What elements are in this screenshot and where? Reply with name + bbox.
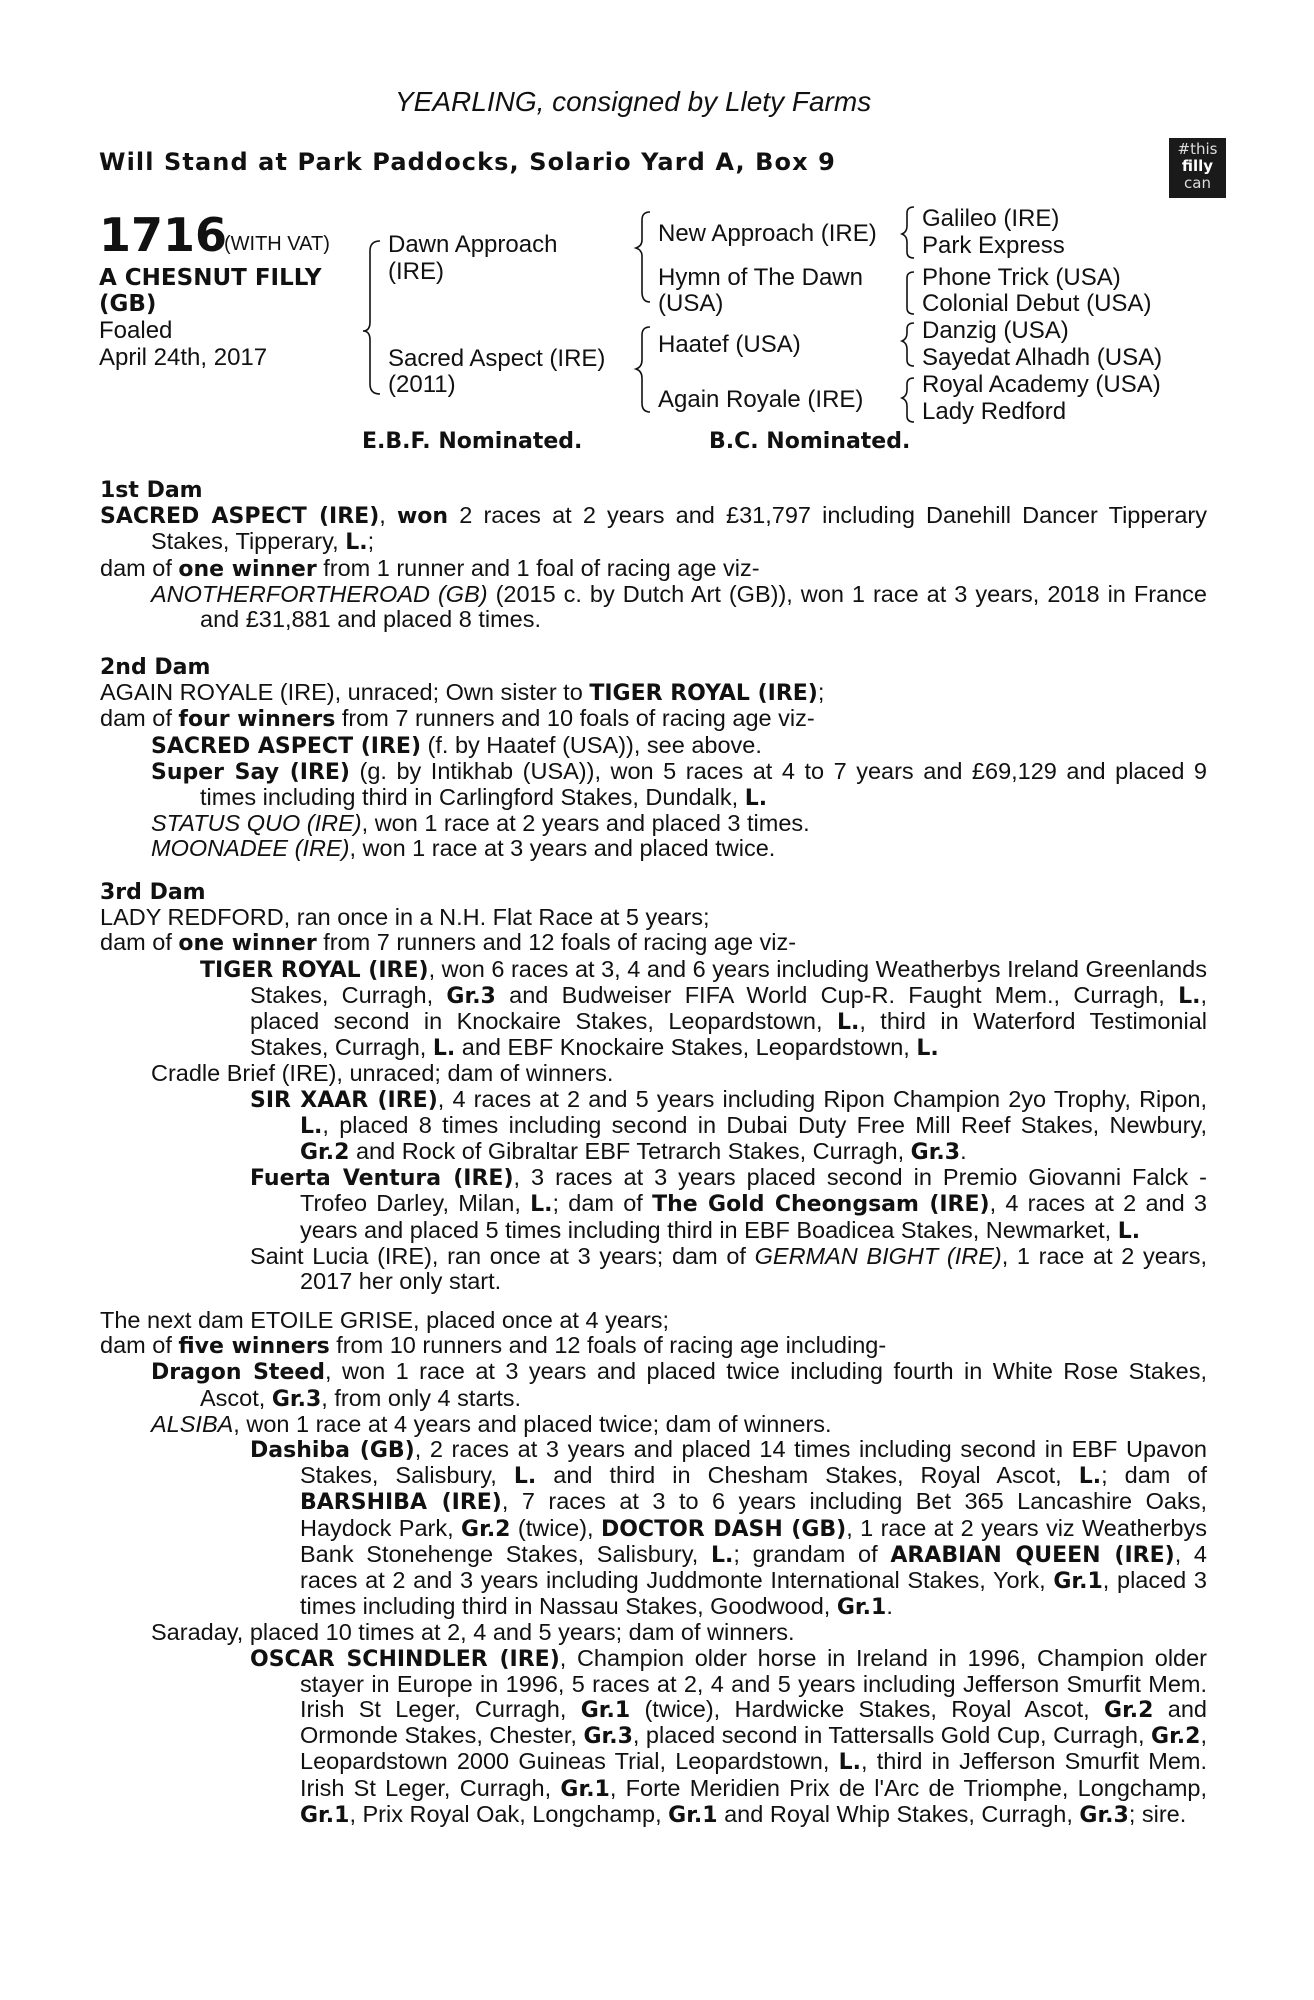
- second-dam-produce-1: SACRED ASPECT (IRE) (f. by Haatef (USA)), see above.: [151, 731, 762, 759]
- dam-sire: Haatef (USA): [658, 331, 801, 358]
- sire-country: (IRE): [388, 258, 444, 285]
- dam-sire-sire: Danzig (USA): [922, 317, 1069, 344]
- granddaughter-fuerta-ventura: Fuerta Ventura (IRE), 3 races at 3 years placed second in Premio Giovanni Falck - Trofeo Darley, Milan, L.; dam of The Gold Cheongsam (IRE), 4 races at 2 and 3 years and placed 5 times including third in EBF Boadicea Stakes, Newmarket, L.: [250, 1164, 1207, 1244]
- ebf-nomination: E.B.F. Nominated.: [362, 429, 583, 454]
- stabling-location: Will Stand at Park Paddocks, Solario Yard A, Box 9: [99, 148, 836, 176]
- grandson-oscar-schindler: OSCAR SCHINDLER (IRE), Champion older horse in Ireland in 1996, Champion older stayer in Europe in 1996, 5 races at 2, 4 and 5 years including Jefferson Smurfit Mem. Irish St Leger, Curragh, Gr.1 (twice), Hardwicke Stakes, Royal Ascot, Gr.2 and Ormonde Stakes, Chester, Gr.3, placed second in Tattersalls Gold Cup, Curragh, Gr.2, Leopardstown 2000 Guineas Trial, Leopardstown, L., third in Jefferson Smurfit Mem. Irish St Leger, Curragh, Gr.1, Forte Meridien Prix de l'Arc de Triomphe, Longchamp, Gr.1, Prix Royal Oak, Longchamp, Gr.1 and Royal Whip Stakes, Curragh, Gr.3; sire.: [250, 1644, 1208, 1828]
- second-dam-intro: AGAIN ROYALE (IRE), unraced; Own sister to TIGER ROYAL (IRE);: [100, 679, 825, 707]
- next-dam-produce-summary: dam of five winners from 10 runners and 12 foals of racing age including-: [100, 1332, 887, 1360]
- vat-label: (WITH VAT): [224, 233, 330, 255]
- first-dam-record: SACRED ASPECT (IRE), won 2 races at 2 years and £31,797 including Danehill Dancer Tipperary Stakes, Tipperary, L.;: [100, 502, 1207, 556]
- next-dam-intro: The next dam ETOILE GRISE, placed once at 4 years;: [100, 1307, 670, 1333]
- dam-dam: Again Royale (IRE): [658, 386, 864, 413]
- bracket-dd: [902, 378, 914, 422]
- next-dam-produce-saraday: Saraday, placed 10 times at 2, 4 and 5 years; dam of winners.: [151, 1619, 795, 1646]
- third-dam-section: [100, 880, 1207, 1294]
- grandson-sir-xaar: SIR XAAR (IRE), 4 races at 2 and 5 years including Ripon Champion 2yo Trophy, Ripon, L., placed 8 times including second in Dubai Duty Free Mill Reef Stakes, Newbury, Gr.2 and Rock of Gibraltar EBF Tetrarch Stakes, Curragh, Gr.3.: [250, 1085, 1207, 1166]
- catalogue-subtitle: YEARLING, consigned by Llety Farms: [395, 86, 872, 117]
- third-dam-heading: 3rd Dam: [100, 880, 206, 905]
- second-dam-produce-2: Super Say (IRE) (g. by Intikhab (USA)), won 5 races at 4 to 7 years and £69,129 and placed 9 times including third in Carlingford Stakes, Dundalk, L.: [151, 757, 1207, 812]
- dam-year: (2011): [388, 371, 456, 398]
- first-dam-section: [100, 478, 1207, 632]
- sire-name: Dawn Approach: [388, 231, 558, 258]
- first-dam-heading: 1st Dam: [100, 478, 203, 503]
- bracket-sd: [907, 272, 914, 314]
- dam-name: Sacred Aspect (IRE): [388, 345, 606, 372]
- granddaughter-dashiba: Dashiba (GB), 2 races at 3 years and placed 14 times including second in EBF Upavon Stakes, Salisbury, L. and third in Chesham Stakes, Royal Ascot, L.; dam of BARSHIBA (IRE), 7 races at 3 to 6 years including Bet 365 Lancashire Oaks, Haydock Park, Gr.2 (twice), DOCTOR DASH (GB), 1 race at 2 years viz Weatherbys Bank Stonehenge Stakes, Salisbury, L.; grandam of ARABIAN QUEEN (IRE), 4 races at 2 and 3 years including Juddmonte International Stakes, York, Gr.1, placed 3 times including third in Nassau Stakes, Goodwood, Gr.1.: [250, 1436, 1208, 1621]
- foaled-label: Foaled: [99, 317, 173, 344]
- sire-sire-sire: Galileo (IRE): [922, 205, 1060, 232]
- second-dam-produce-3: STATUS QUO (IRE), won 1 race at 2 years and placed 3 times.: [151, 810, 810, 837]
- third-dam-produce-cradle-brief: Cradle Brief (IRE), unraced; dam of winners.: [151, 1060, 614, 1087]
- granddaughter-saint-lucia: Saint Lucia (IRE), ran once at 3 years; dam of GERMAN BIGHT (IRE), 1 race at 2 years, 2017 her only start.: [250, 1242, 1207, 1295]
- dam-sire-dam: Sayedat Alhadh (USA): [922, 344, 1163, 371]
- second-dam-produce-4: MOONADEE (IRE), won 1 race at 3 years and placed twice.: [151, 835, 776, 862]
- second-dam-heading: 2nd Dam: [100, 655, 211, 680]
- next-dam-produce-dragon-steed: Dragon Steed, won 1 race at 3 years and placed twice including fourth in White Rose Stakes, Ascot, Gr.3, from only 4 starts.: [151, 1358, 1208, 1412]
- third-dam-produce-summary: dam of one winner from 7 runners and 12 foals of racing age viz-: [100, 929, 797, 957]
- second-dam-section: [100, 655, 1207, 862]
- dam-dam-sire: Royal Academy (USA): [922, 371, 1161, 398]
- this-filly-can-logo: #this filly can: [1169, 138, 1226, 198]
- lot-description: A CHESNUT FILLY: [99, 265, 322, 291]
- sire-sire: New Approach (IRE): [658, 220, 877, 247]
- bracket-sire: [636, 212, 650, 302]
- lot-country: (GB): [99, 291, 157, 317]
- bc-nomination: B.C. Nominated.: [709, 429, 911, 454]
- bracket-ds: [902, 323, 914, 366]
- lot-number: 1716: [99, 208, 228, 262]
- next-dam-section: [100, 1308, 1207, 1828]
- bracket-ss: [902, 207, 914, 258]
- third-dam-intro: LADY REDFORD, ran once in a N.H. Flat Race at 5 years;: [100, 904, 710, 931]
- third-dam-produce-tiger-royal: TIGER ROYAL (IRE), won 6 races at 3, 4 and 6 years including Weatherbys Ireland Greenlands Stakes, Curragh, Gr.3 and Budweiser FIFA World Cup-R. Faught Mem., Curragh, L., placed second in Knockaire Stakes, Leopardstown, L., third in Waterford Testimonial Stakes, Curragh, L. and EBF Knockaire Stakes, Leopardstown, L.: [200, 955, 1208, 1062]
- first-dam-produce-1: ANOTHERFORTHEROAD (GB) (2015 c. by Dutch Art (GB)), won 1 race at 3 years, 2018 in France and £31,881 and placed 8 times.: [151, 580, 1208, 633]
- sire-dam-dam: Colonial Debut (USA): [922, 290, 1152, 317]
- sire-dam-country: (USA): [658, 290, 724, 317]
- second-dam-produce-summary: dam of four winners from 7 runners and 10 foals of racing age viz-: [100, 705, 815, 733]
- first-dam-produce-summary: dam of one winner from 1 runner and 1 foal of racing age viz-: [100, 554, 760, 582]
- bracket-dam: [636, 327, 650, 412]
- sire-dam-sire: Phone Trick (USA): [922, 264, 1121, 291]
- next-dam-produce-alsiba: ALSIBA, won 1 race at 4 years and placed twice; dam of winners.: [151, 1410, 832, 1437]
- sire-sire-dam: Park Express: [922, 232, 1065, 259]
- bracket-sire-dam: [363, 241, 380, 394]
- dam-dam-dam: Lady Redford: [922, 398, 1067, 425]
- sire-dam: Hymn of The Dawn: [658, 264, 863, 291]
- foaled-date: April 24th, 2017: [99, 344, 268, 371]
